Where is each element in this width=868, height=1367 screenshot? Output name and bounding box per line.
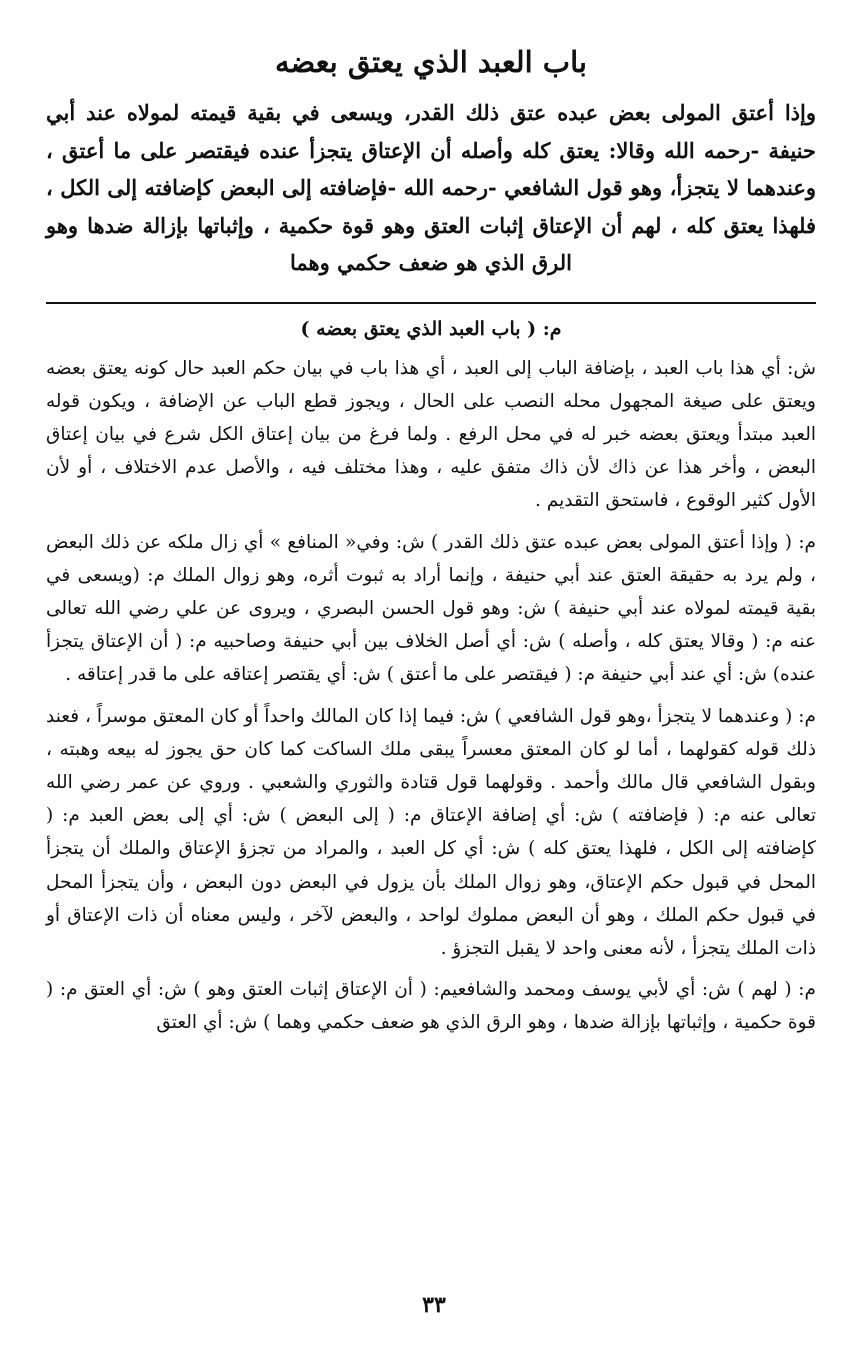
matn-text: وإذا أعتق المولى بعض عبده عتق ذلك القدر، ويسعى في بقية قيمته لمولاه عند أبي حنيفة -رحمه الله وقالا: يعتق كله وأصله أن الإعتاق يتجزأ عنده فيقتصر على ما أعتق ، وعندهما لا يتجزأ، وهو قول الشافعي -رحمه الله -فإضافته إلى البعض كإضافته إلى الكل ، فلهذا يعتق كله ، لهم أن الإعتاق إثبات العتق وهو قوة حكمية ، وإثباتها بإزالة ضدها وهو الرق الذي هو ضعف حكمي وهما [46, 100, 816, 275]
sharh-heading: م: ( باب العبد الذي يعتق بعضه ) [300, 317, 562, 340]
sharh-paragraph: م: ( لهم ) ش: أي لأبي يوسف ومحمد والشافعيم: ( أن الإعتاق إثبات العتق وهو ) ش: أي العتق م: ( قوة حكمية ، وإثباتها بإزالة ضدها ، وهو الرق الذي هو ضعف حكمي وهما ) ش: أي العتق [46, 979, 816, 1034]
sharh-paragraph: م: ( وعندهما لا يتجزأ ،وهو قول الشافعي ) ش: فيما إذا كان المالك واحداً أو كان المعتق موسراً ، فعند ذلك قوله كقولهما ، أما لو كان المعتق معسراً يبقى ملك الساكت كما كان حق يجوز له بيعه وهبته ، وبقول الشافعي قال مالك وأحمد . وقولهما قول قتادة والثوري والشعبي . وروي عن عمر رضي الله تعالى عنه م: ( فإضافته ) ش: أي إضافة الإعتاق م: ( إلى البعض ) ش: أي إلى بعض العبد م: ( كإضافته إلى الكل ، فلهذا يعتق كله ) ش: أي كل العبد ، والمراد من تجزؤ الإعتاق والملك أن يتجزأ المحل في قبول حكم الإعتاق، وهو زوال الملك بأن يزول في البعض دون البعض ، وأن يتجزأ المحل في قبول حكم الملك ، وهو أن البعض مملوك لواحد ، والبعض لآخر ، وليس معناه أن ذات الإعتاق أو ذات الملك يتجزأ ، لأنه معنى واحد لا يقبل التجزؤ . [46, 705, 816, 959]
chapter-title: باب العبد الذي يعتق بعضه [274, 45, 588, 79]
page-number: ٣٣ [422, 1292, 446, 1318]
sharh-paragraph: ش: أي هذا باب العبد ، بإضافة الباب إلى العبد ، أي هذا باب في بيان حكم العبد حال كونه يعتق بعضه ويعتق على صيغة المجهول محله النصب على الحال ، ويجوز قطع الباب عن الإضافة ، ويكون قوله العبد مبتدأ ويعتق بعضه خبر له في محل الرفع . ولما فرغ من بيان إعتاق الكل شرع في بيان إعتاق البعض ، وأخر هذا عن ذاك لأن ذاك متفق عليه ، وهذا مختلف فيه ، والأصل عدم الاختلاف ، أو لأن الأول كثير الوقوع ، فاستحق التقديم . [46, 357, 816, 512]
sharh-paragraph: م: ( وإذا أعتق المولى بعض عبده عتق ذلك القدر ) ش: وفي« المنافع » أي زال ملكه عن ذلك البعض ، ولم يرد به حقيقة العتق عند أبي حنيفة ، وإنما أراد به ثبوت أثره، وهو زوال الملك م: (ويسعى في بقية قيمته لمولاه عند أبي حنيفة ) ش: وهو قول الحسن البصري ، ويروى عن علي رضي الله تعالى عنه م: ( وقالا يعتق كله ، وأصله ) ش: أي أصل الخلاف بين أبي حنيفة وصاحبيه م: ( أن الإعتاق يتجزأ عنده) ش: أي عند أبي حنيفة م: ( فيقتصر على ما أعتق ) ش: أي يقتصر إعتاقه على ما قدر إعتاقه . [46, 531, 817, 686]
divider-rule [46, 302, 816, 304]
